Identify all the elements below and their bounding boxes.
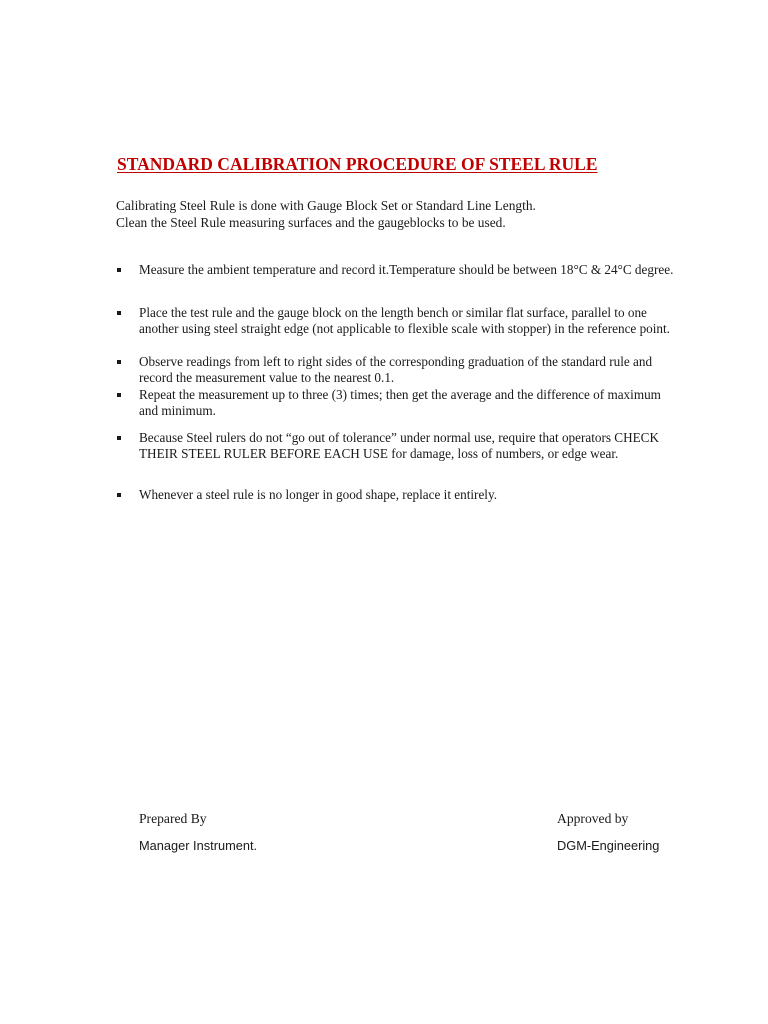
- step-text: Repeat the measurement up to three (3) times; then get the average and the difference of maximum and minimum.: [139, 387, 661, 419]
- step-text: Place the test rule and the gauge block on the length bench or similar flat surface, parallel to one another using steel straight edge (not applicable to flexible scale with stopper) in the reference point.: [139, 305, 670, 337]
- intro-line: Calibrating Steel Rule is done with Gauge Block Set or Standard Line Length.: [116, 198, 536, 213]
- intro-paragraph: [116, 198, 536, 231]
- step-text: Because Steel rulers do not “go out of tolerance” under normal use, require that operators CHECK THEIR STEEL RULER BEFORE EACH USE for damage, loss of numbers, or edge wear.: [139, 430, 660, 462]
- square-bullet-icon: [117, 360, 121, 364]
- square-bullet-icon: [117, 311, 121, 315]
- list-item: [116, 305, 681, 338]
- list-item: [116, 430, 681, 463]
- page-title: STANDARD CALIBRATION PROCEDURE OF STEEL RULE: [117, 154, 598, 174]
- approved-by-label: Approved by: [557, 811, 629, 826]
- step-text: Whenever a steel rule is no longer in good shape, replace it entirely.: [139, 487, 497, 502]
- prepared-by-label: Prepared By: [139, 811, 207, 826]
- square-bullet-icon: [117, 493, 121, 497]
- approved-by-name: DGM-Engineering: [557, 838, 660, 853]
- square-bullet-icon: [117, 436, 121, 440]
- list-item: [116, 262, 681, 278]
- square-bullet-icon: [117, 268, 121, 272]
- list-item: [116, 387, 681, 420]
- square-bullet-icon: [117, 393, 121, 397]
- list-item: [116, 487, 681, 503]
- prepared-by-name: Manager Instrument.: [139, 838, 258, 853]
- intro-line: Clean the Steel Rule measuring surfaces and the gaugeblocks to be used.: [116, 214, 506, 230]
- list-item: [116, 354, 681, 387]
- step-text: Measure the ambient temperature and record it.Temperature should be between 18°C & 24°C degree.: [139, 262, 674, 277]
- step-text: Observe readings from left to right sides of the corresponding graduation of the standard rule and record the measurement value to the nearest 0.1.: [139, 354, 653, 386]
